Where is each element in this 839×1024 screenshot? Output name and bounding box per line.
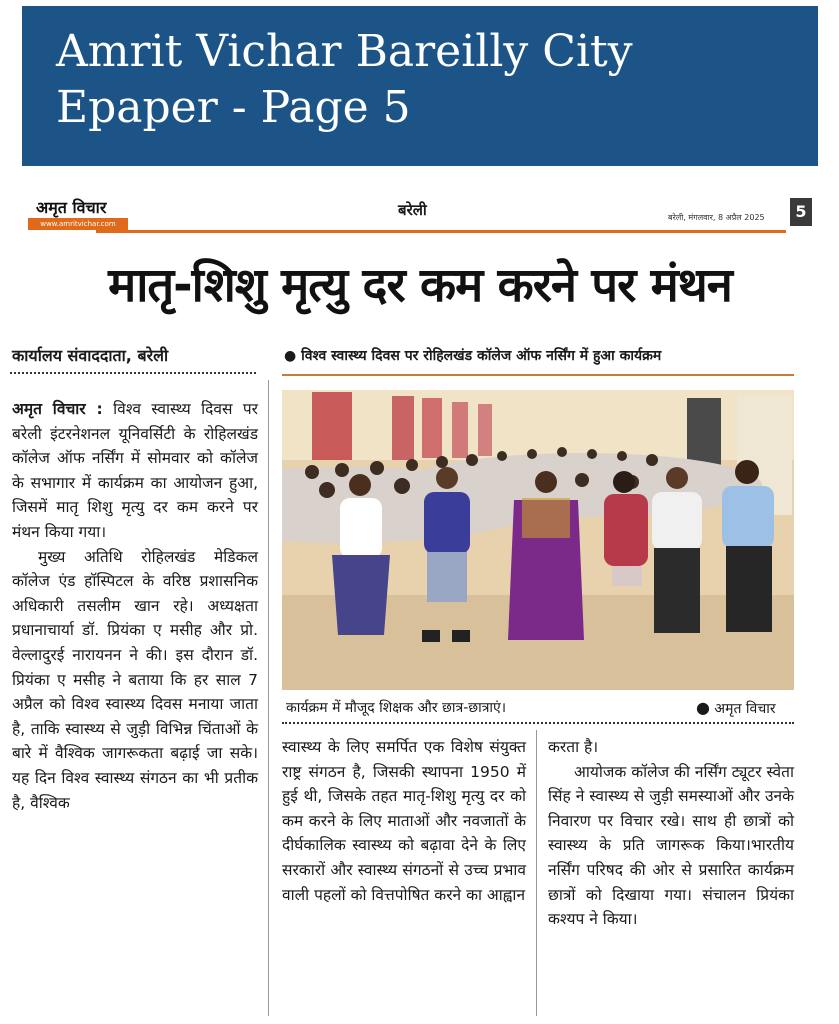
article-paragraph-4: करता है। bbox=[548, 738, 599, 756]
banner-title-line-1: Amrit Vichar Bareilly City bbox=[56, 26, 633, 77]
photo-credit bbox=[696, 698, 776, 718]
logo-name: अमृत विचार bbox=[36, 198, 107, 217]
article-column-1 bbox=[12, 397, 258, 815]
article-column-3 bbox=[548, 735, 794, 932]
event-photo-illustration bbox=[282, 390, 794, 690]
logo-url: www.amritvichar.com bbox=[28, 218, 128, 230]
newspaper-logo bbox=[28, 196, 128, 232]
article-paragraph-5: आयोजक कॉलेज की नर्सिंग ट्यूटर स्वेता सिंह ने स्वास्थ्य से जुड़ी समस्याओं और उनके निवारण पर विचार रखे। साथ ही छात्रों को स्वास्थ्य के प्रति जागरूक किया।भारतीय नर्सिंग परिषद की ओर से प्रसारित कार्यक्रम छात्रों को दिखाया गया। संचालन प्रियंका कश्यप ने किया। bbox=[548, 762, 794, 929]
event-photo bbox=[282, 390, 794, 690]
column-divider-1 bbox=[268, 380, 269, 1016]
article-byline: कार्यालय संवाददाता, बरेली bbox=[12, 346, 169, 365]
photo-credit-text: अमृत विचार bbox=[714, 701, 776, 717]
photo-credit-bullet: ● bbox=[696, 698, 710, 717]
article-paragraph-2: मुख्य अतिथि रोहिलखंड मेडिकल कॉलेज एंड हॉस्पिटल के वरिष्ठ प्रशासनिक अधिकारी तसलीम खान रहे। अध्यक्षता प्रधानाचार्या डॉ. प्रियंका ए मसीह और प्रो. वेल्लादुरई नारायनन ने की। इस दौरान डॉ. प्रियंका ए मसीह ने बताया कि हर साल 7 अप्रैल को विश्व स्वास्थ्य दिवस मनाया जाता है, ताकि स्वास्थ्य से जुड़ी विभिन्न चिंताओं के बारे में वैश्विक जागरूकता बढ़ाई जा सके। यह दिन विश्व स्वास्थ्य संगठन का भी प्रतीक है, वैश्विक bbox=[12, 547, 258, 812]
banner-title-line-2: Epaper - Page 5 bbox=[56, 82, 411, 133]
column-divider-2 bbox=[536, 730, 537, 1016]
edition-city: बरेली bbox=[398, 201, 427, 219]
article-paragraph-3: स्वास्थ्य के लिए समर्पित एक विशेष संयुक्त राष्ट्र संगठन है, जिसकी स्थापना 1950 में हुई थी, जिसके तहत मातृ-शिशु मृत्यु दर को कम करने के लिए माताओं और नवजातों के दीर्घकालिक स्वास्थ्य को बढ़ावा देने के लिए सरकारों और स्वास्थ्य संगठनों से उच्च प्रभाव वाली पहलों को वित्तपोषित करने का आह्वान bbox=[282, 738, 526, 904]
page-number-badge: 5 bbox=[790, 198, 812, 226]
edition-date: बरेली, मंगलवार, 8 अप्रैल 2025 bbox=[668, 213, 765, 222]
caption-divider bbox=[282, 722, 794, 724]
photo-top-caption: ● विश्व स्वास्थ्य दिवस पर रोहिलखंड कॉलेज ऑफ नर्सिंग में हुआ कार्यक्रम bbox=[284, 348, 662, 364]
article-column-2 bbox=[282, 735, 526, 907]
photo-caption: कार्यक्रम में मौजूद शिक्षक और छात्र-छात्राएं। bbox=[286, 700, 507, 716]
article-lead: अमृत विचार : bbox=[12, 400, 103, 418]
article-headline: मातृ-शिशु मृत्यु दर कम करने पर मंथन bbox=[108, 258, 732, 313]
article-paragraph-1-text: विश्व स्वास्थ्य दिवस पर बरेली इंटरनेशनल यूनिवर्सिटी के रोहिलखंड कॉलेज ऑफ नर्सिंग में सोमवार को कॉलेज के सभागार में कार्यक्रम का आयोजन हुआ, जिसमें मातृ शिशु मृत्यु दर कम करने पर मंथन किया गया। bbox=[12, 400, 258, 541]
page-banner bbox=[22, 6, 818, 166]
byline-divider bbox=[10, 372, 256, 374]
article-paragraph-1 bbox=[12, 397, 258, 545]
photo-top-rule bbox=[282, 374, 794, 376]
masthead-rule bbox=[96, 230, 786, 233]
